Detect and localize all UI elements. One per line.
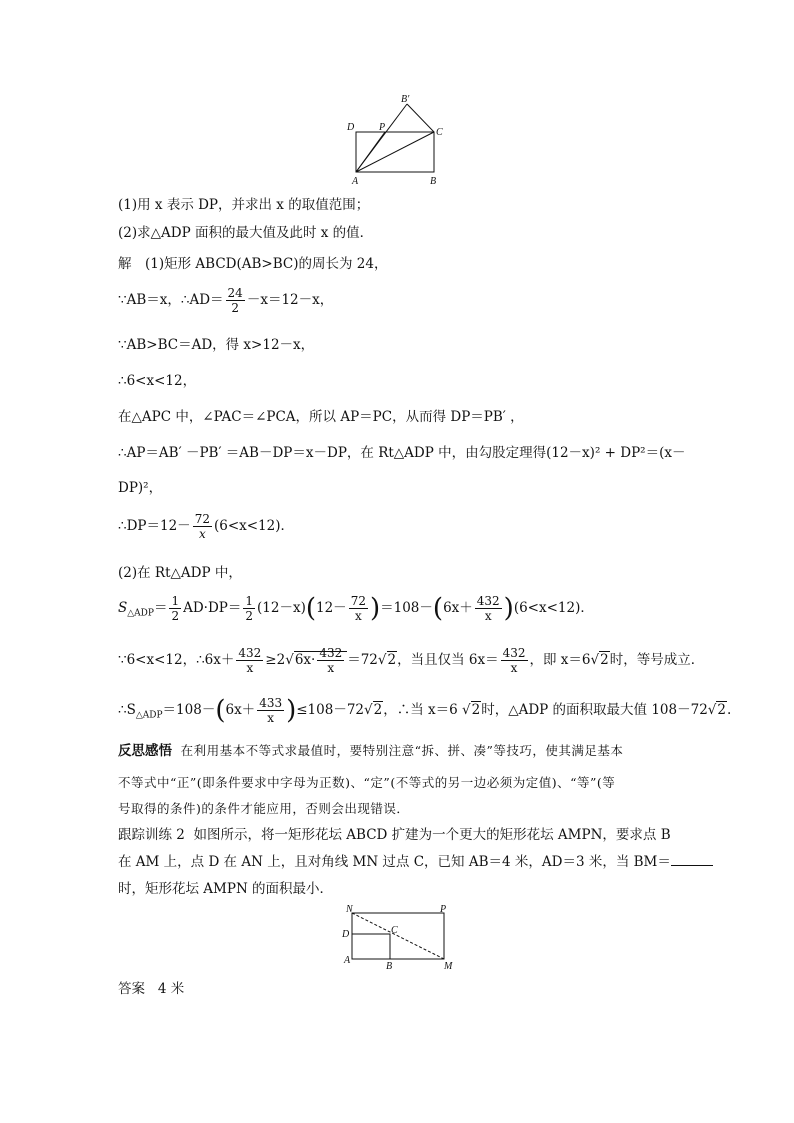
figure-rectangle-fold [345, 92, 455, 187]
line-area: $S_{\triangle ADP}=$ $\frac{1}{2}$ AD·DP＝ $\frac{1}{2}$ (12－x)(12－ $\frac{72}{x}$ )＝108－(6x＋ $\frac{432}{x}$ )(6<x<12)． [118, 593, 594, 624]
segment-b-prime-c [407, 104, 434, 132]
answer-line [118, 980, 184, 998]
label-d: D [347, 122, 355, 133]
label-m: M [444, 961, 453, 971]
line-pythagoras: ∴AP＝AB′ －PB′ ＝AB－DP＝x－DP，在 Rt△ADP 中，由勾股定理得(12－x)² + DP²＝(x－ [118, 445, 686, 461]
label-c: C [391, 925, 398, 936]
reflection-line-1: 反思感悟 在利用基本不等式求最值时，要特别注意“拆、拼、凑”等技巧，使其满足基本 [118, 743, 624, 759]
line-dp: ∴DP＝12－ $\frac{72}{x}$ (6<x<12)． [118, 512, 295, 541]
label-c: C [436, 127, 443, 138]
label-d: D [342, 929, 350, 940]
reflection-line-2: 不等式中“正”(即条件要求中字母为正数)、“定”(不等式的另一边必须为定值)、“等”(等 [118, 775, 616, 790]
label-b: B [386, 961, 393, 971]
track-title: 跟踪训练 2 [118, 827, 185, 843]
label-n: N [346, 904, 353, 915]
label-b-prime: B′ [401, 94, 410, 105]
label-a: A [352, 176, 359, 187]
question-1: (1)用 x 表示 DP，并求出 x 的取值范围； [118, 197, 370, 213]
line-pythagoras-cont: DP)²， [118, 480, 163, 496]
answer-value: 4 米 [157, 981, 185, 997]
label-a: A [344, 955, 351, 966]
line-inequality: ∵6<x<12，∴6x＋ $\frac{432}{x}$ ≥2√6x· $\frac{432}{x}$ ＝72√2，当且仅当 6x＝ $\frac{432}{x}$ ，即 x＝6√2时，等号成立． [118, 646, 705, 675]
line-triangle: 在△APC 中，∠PAC＝∠PCA，所以 AP＝PC，从而得 DP＝PB′ ， [118, 409, 524, 425]
figure-flowerbed [338, 903, 458, 971]
question-2: (2)求△ADP 面积的最大值及此时 x 的值． [118, 225, 374, 241]
answer-label: 答案 [118, 981, 145, 997]
line-range: ∴6<x<12， [118, 373, 197, 389]
line-ab: ∵AB＝x，∴AD＝ $\frac{24}{2}$ －x＝12－x， [118, 286, 334, 315]
reflection-title: 反思感悟 [118, 743, 172, 759]
label-p: P [379, 122, 386, 133]
label-p: P [440, 904, 447, 915]
line-maximum: $\therefore S_{\triangle ADP}=108-(6x+$ $\frac{433}{x}$ )≤108－72√2，∴当 x＝6 √2时，△ADP 的面积取最大值 108－72√2. [118, 695, 732, 726]
reflection-line-3: 号取得的条件)的条件才能应用，否则会出现错误． [118, 801, 410, 816]
label-b: B [430, 176, 437, 187]
track-line-2: 在 AM 上，点 D 在 AN 上，且对角线 MN 过点 C，已知 AB＝4 米，AD＝3 米，当 BM＝ [118, 853, 713, 871]
diagonal-mn [352, 913, 444, 959]
rect-abcd [352, 934, 390, 959]
line-ab-bc: ∵AB>BC＝AD，得 x>12－x， [118, 337, 315, 353]
answer-blank [671, 853, 713, 866]
segment-ab-prime [356, 104, 407, 172]
track-line-1: 跟踪训练 2 如图所示，将一矩形花坛 ABCD 扩建为一个更大的矩形花坛 AMPN，要求点 B [118, 827, 671, 843]
track-line-3: 时，矩形花坛 AMPN 的面积最小． [118, 881, 334, 897]
segment-ac [356, 132, 434, 172]
part2-intro: (2)在 Rt△ADP 中， [118, 565, 242, 581]
solution-intro: 解 (1)矩形 ABCD(AB>BC)的周长为 24， [118, 256, 388, 272]
